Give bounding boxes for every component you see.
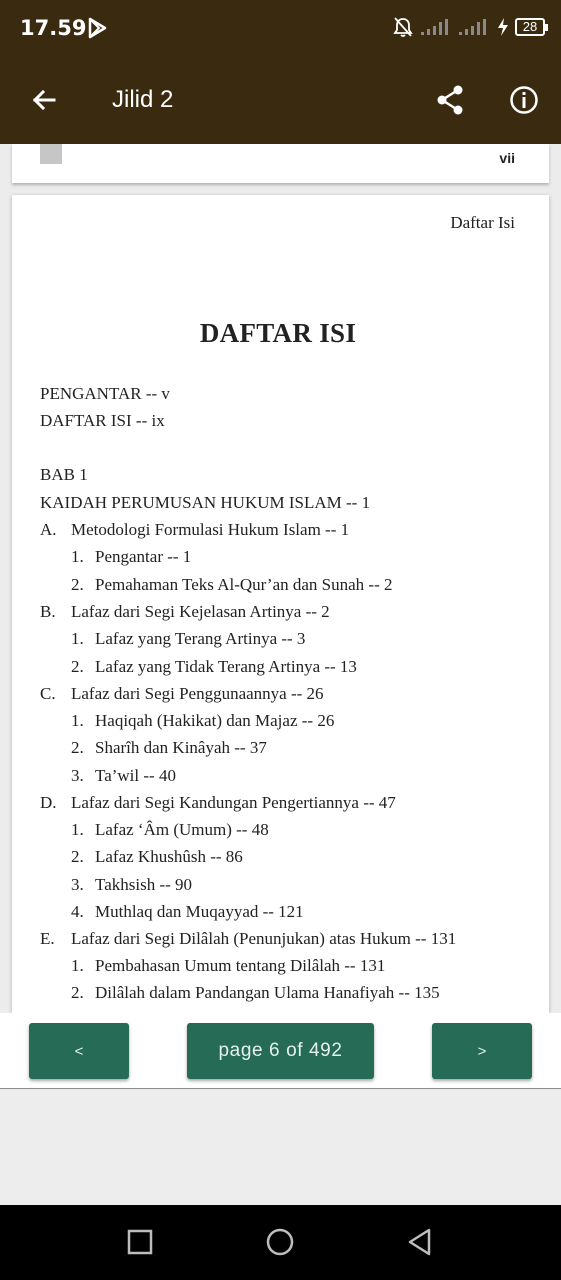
toc-section: E. Lafaz dari Segi Dilâlah (Penunjukan) atas Hukum -- 131 — [40, 929, 457, 948]
previous-page-button[interactable]: < — [29, 1023, 129, 1079]
back-arrow-icon[interactable] — [28, 84, 60, 116]
document-page[interactable] — [12, 195, 549, 1013]
previous-page-number: vii — [499, 150, 515, 166]
toc-section: D. Lafaz dari Segi Kandungan Pengertiannya -- 47 — [40, 793, 396, 812]
recent-apps-icon[interactable] — [125, 1227, 155, 1257]
toc-subsection: 3. Takhsish -- 90 — [71, 875, 193, 894]
system-nav-bar — [0, 1205, 561, 1280]
toc-subsection: 1. Lafaz yang Terang Artinya -- 3 — [71, 629, 306, 648]
app-title: Jilid 2 — [112, 86, 174, 113]
toc-section: B. Lafaz dari Segi Kejelasan Artinya -- 2 — [40, 602, 330, 621]
back-icon[interactable] — [405, 1227, 435, 1257]
toc-entry: PENGANTAR -- v — [40, 384, 170, 403]
home-icon[interactable] — [265, 1227, 295, 1257]
share-icon[interactable] — [434, 84, 466, 116]
toc-subsection: 2. Dilâlah dalam Pandangan Ulama Hanafiyah -- 135 — [71, 983, 440, 1002]
charging-icon — [497, 18, 509, 36]
empty-area — [0, 1090, 561, 1205]
toc-subsection: 2. Pemahaman Teks Al-Qur’an dan Sunah -- 2 — [71, 575, 393, 594]
toc-entry: DAFTAR ISI -- ix — [40, 411, 165, 430]
signal-icon — [419, 18, 491, 36]
toc-subsection: 1. Pembahasan Umum tentang Dilâlah -- 131 — [71, 956, 386, 975]
toc-section: C. Lafaz dari Segi Penggunaannya -- 26 — [40, 684, 324, 703]
page-indicator-button[interactable]: page 6 of 492 — [187, 1023, 374, 1079]
next-page-button[interactable]: > — [432, 1023, 532, 1079]
pager-bar — [0, 1013, 561, 1089]
toc-subsection: 4. Muthlaq dan Muqayyad -- 121 — [71, 902, 304, 921]
info-icon[interactable] — [508, 84, 540, 116]
status-time: 17.59 — [20, 16, 87, 40]
notifications-muted-icon — [393, 16, 413, 38]
toc-subsection: 1. Haqiqah (Hakikat) dan Majaz -- 26 — [71, 711, 335, 730]
toc-chapter-number: BAB 1 — [40, 465, 88, 484]
play-notification-icon — [86, 17, 108, 39]
toc-subsection: 1. Pengantar -- 1 — [71, 547, 192, 566]
running-head: Daftar Isi — [450, 213, 515, 232]
toc-subsection: 1. Lafaz ‘Âm (Umum) -- 48 — [71, 820, 269, 839]
toc-subsection: 2. Lafaz yang Tidak Terang Artinya -- 13 — [71, 657, 357, 676]
previous-page-card[interactable] — [12, 144, 549, 183]
toc-subsection: 2. Sharîh dan Kinâyah -- 37 — [71, 738, 267, 757]
app-bar — [0, 56, 561, 144]
toc-section: A. Metodologi Formulasi Hukum Islam -- 1 — [40, 520, 350, 539]
page-ornament-image — [40, 144, 62, 164]
page-title: DAFTAR ISI — [199, 318, 357, 348]
toc-subsection: 2. Lafaz Khushûsh -- 86 — [71, 847, 243, 866]
status-bar — [0, 0, 561, 56]
toc-chapter-title: KAIDAH PERUMUSAN HUKUM ISLAM -- 1 — [40, 493, 371, 512]
battery-icon: 28 — [515, 18, 545, 36]
toc-subsection: 3. Ta’wil -- 40 — [71, 766, 176, 785]
